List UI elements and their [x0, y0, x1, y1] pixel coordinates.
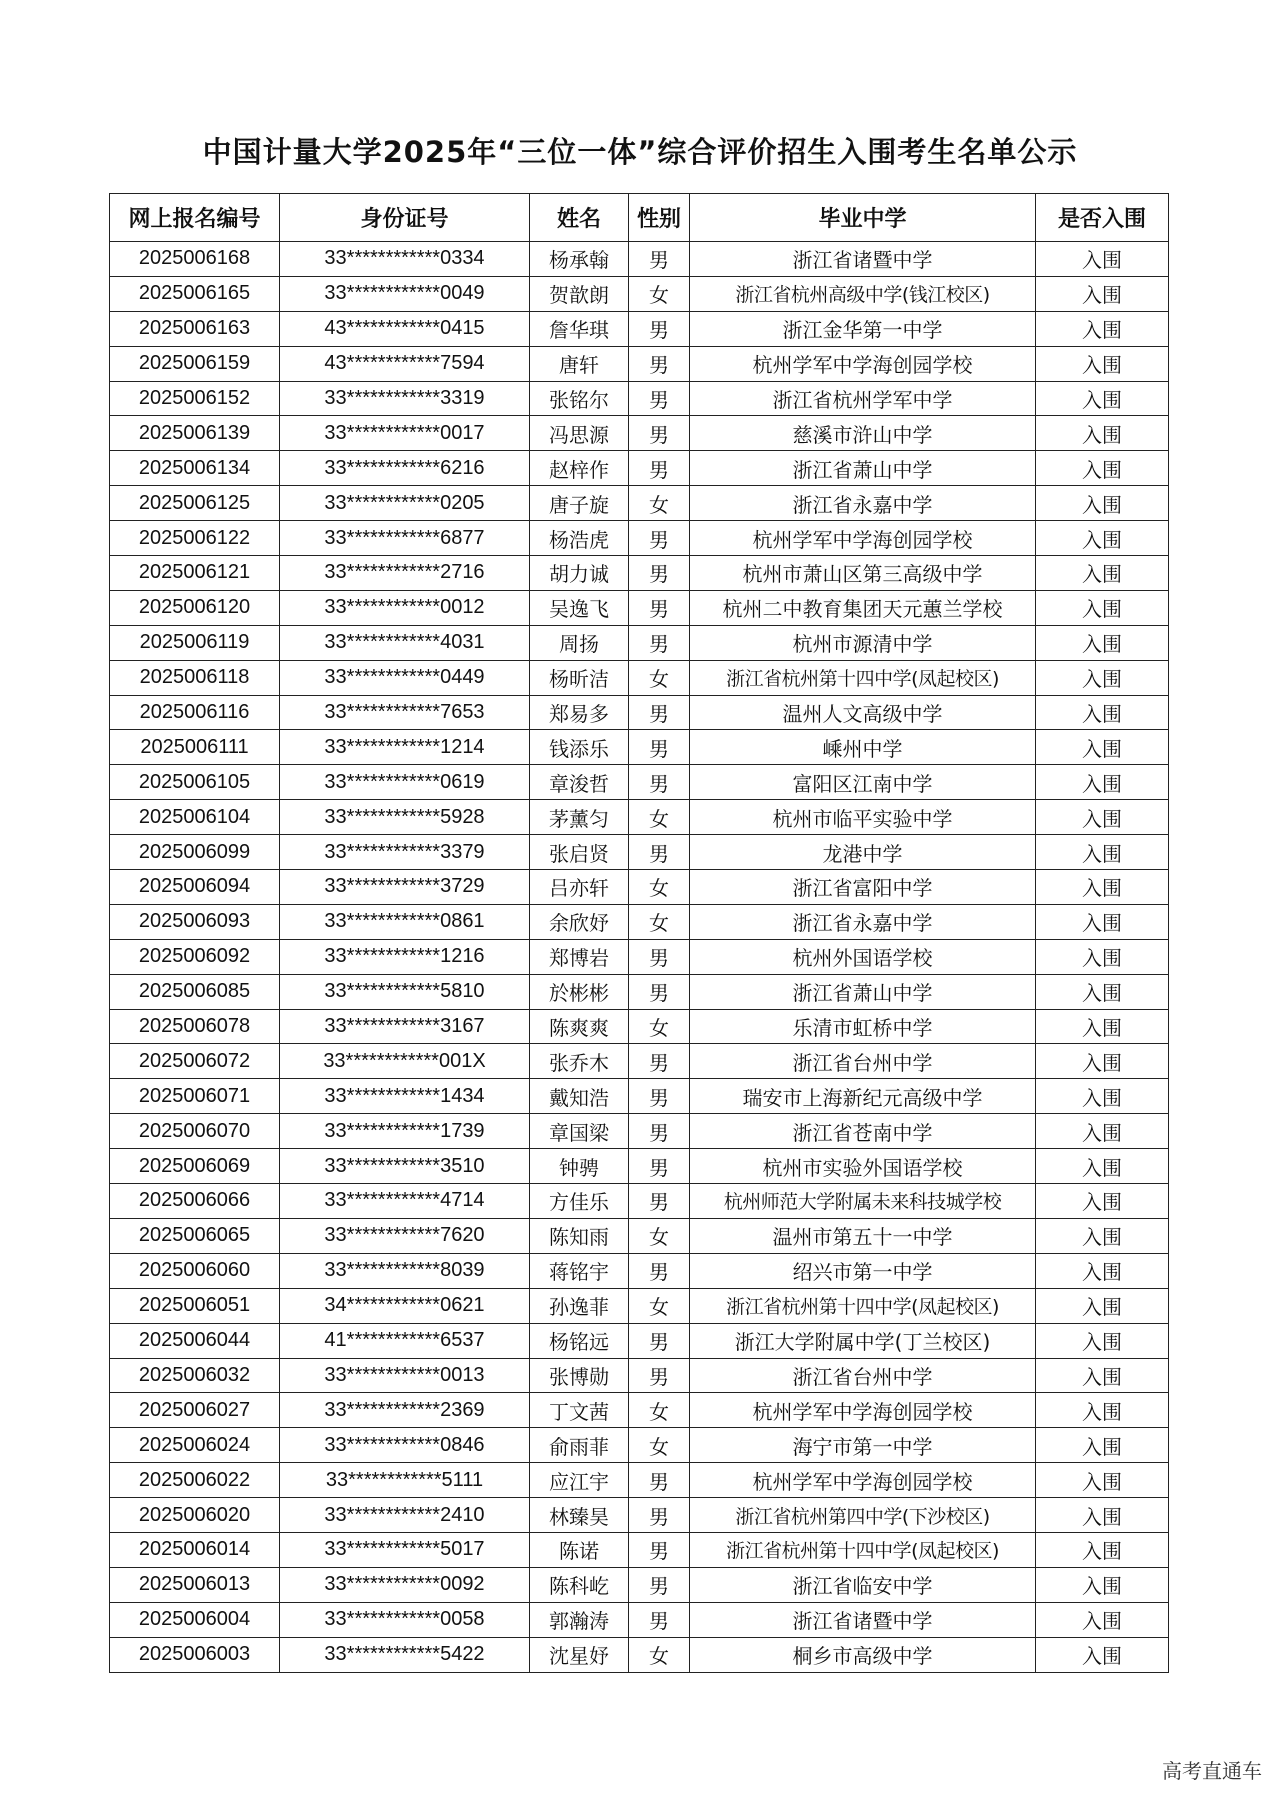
cell-graduating-school: 浙江金华第一中学 [690, 311, 1036, 346]
cell-graduating-school: 杭州学军中学海创园学校 [690, 346, 1036, 381]
table-row [110, 939, 1169, 974]
cell-gender: 男 [629, 590, 690, 625]
cell-registration-number: 2025006119 [110, 625, 280, 660]
cell-name: 俞雨菲 [530, 1428, 629, 1463]
cell-graduating-school: 浙江省杭州第十四中学(凤起校区) [690, 660, 1036, 695]
cell-name: 郑博岩 [530, 939, 629, 974]
table-row [110, 416, 1169, 451]
cell-name: 方佳乐 [530, 1184, 629, 1219]
cell-shortlisted: 入围 [1036, 660, 1169, 695]
cell-name: 吴逸飞 [530, 590, 629, 625]
table-row [110, 486, 1169, 521]
cell-id-card-number: 33************0058 [280, 1602, 530, 1637]
cell-graduating-school: 浙江省杭州第四中学(下沙校区) [690, 1498, 1036, 1533]
cell-registration-number: 2025006044 [110, 1323, 280, 1358]
cell-gender: 女 [629, 276, 690, 311]
cell-gender: 男 [629, 1567, 690, 1602]
cell-gender: 男 [629, 730, 690, 765]
cell-gender: 男 [629, 1602, 690, 1637]
cell-id-card-number: 33************2369 [280, 1393, 530, 1428]
table-row [110, 1218, 1169, 1253]
cell-graduating-school: 杭州学军中学海创园学校 [690, 1393, 1036, 1428]
cell-graduating-school: 浙江省诸暨中学 [690, 242, 1036, 277]
cell-id-card-number: 33************7620 [280, 1218, 530, 1253]
cell-name: 杨承翰 [530, 242, 629, 277]
table-row [110, 1323, 1169, 1358]
cell-shortlisted: 入围 [1036, 1184, 1169, 1219]
cell-gender: 男 [629, 346, 690, 381]
cell-shortlisted: 入围 [1036, 730, 1169, 765]
cell-graduating-school: 杭州市实验外国语学校 [690, 1149, 1036, 1184]
cell-registration-number: 2025006032 [110, 1358, 280, 1393]
table-row [110, 1009, 1169, 1044]
table-row [110, 556, 1169, 591]
cell-name: 冯思源 [530, 416, 629, 451]
cell-registration-number: 2025006104 [110, 800, 280, 835]
cell-shortlisted: 入围 [1036, 904, 1169, 939]
cell-graduating-school: 浙江省台州中学 [690, 1044, 1036, 1079]
cell-registration-number: 2025006078 [110, 1009, 280, 1044]
cell-gender: 男 [629, 1358, 690, 1393]
table-row [110, 276, 1169, 311]
table-row [110, 1498, 1169, 1533]
cell-gender: 女 [629, 1288, 690, 1323]
cell-id-card-number: 33************001X [280, 1044, 530, 1079]
cell-shortlisted: 入围 [1036, 1637, 1169, 1672]
cell-graduating-school: 浙江省永嘉中学 [690, 486, 1036, 521]
cell-registration-number: 2025006168 [110, 242, 280, 277]
cell-graduating-school: 温州人文高级中学 [690, 695, 1036, 730]
cell-gender: 女 [629, 870, 690, 905]
cell-id-card-number: 33************1434 [280, 1079, 530, 1114]
cell-id-card-number: 33************0619 [280, 765, 530, 800]
table-row [110, 1114, 1169, 1149]
cell-registration-number: 2025006071 [110, 1079, 280, 1114]
cell-id-card-number: 33************5422 [280, 1637, 530, 1672]
cell-name: 茅薰匀 [530, 800, 629, 835]
table-row [110, 870, 1169, 905]
cell-graduating-school: 浙江省富阳中学 [690, 870, 1036, 905]
cell-shortlisted: 入围 [1036, 242, 1169, 277]
cell-name: 张博勋 [530, 1358, 629, 1393]
header-shortlisted: 是否入围 [1036, 194, 1169, 242]
cell-name: 贺歆朗 [530, 276, 629, 311]
cell-graduating-school: 浙江大学附属中学(丁兰校区) [690, 1323, 1036, 1358]
cell-registration-number: 2025006093 [110, 904, 280, 939]
cell-gender: 男 [629, 242, 690, 277]
table-row [110, 346, 1169, 381]
cell-shortlisted: 入围 [1036, 590, 1169, 625]
cell-name: 张乔木 [530, 1044, 629, 1079]
cell-registration-number: 2025006069 [110, 1149, 280, 1184]
cell-registration-number: 2025006134 [110, 451, 280, 486]
cell-graduating-school: 浙江省杭州学军中学 [690, 381, 1036, 416]
table-row [110, 451, 1169, 486]
cell-graduating-school: 浙江省临安中学 [690, 1567, 1036, 1602]
cell-registration-number: 2025006111 [110, 730, 280, 765]
table-row [110, 1428, 1169, 1463]
cell-id-card-number: 33************4714 [280, 1184, 530, 1219]
cell-gender: 男 [629, 1498, 690, 1533]
cell-gender: 男 [629, 939, 690, 974]
cell-registration-number: 2025006092 [110, 939, 280, 974]
cell-id-card-number: 41************6537 [280, 1323, 530, 1358]
page-title: 中国计量大学2025年“三位一体”综合评价招生入围考生名单公示 [202, 135, 1078, 169]
cell-graduating-school: 温州市第五十一中学 [690, 1218, 1036, 1253]
cell-graduating-school: 海宁市第一中学 [690, 1428, 1036, 1463]
cell-id-card-number: 33************5017 [280, 1532, 530, 1567]
cell-graduating-school: 杭州市临平实验中学 [690, 800, 1036, 835]
cell-name: 章浚哲 [530, 765, 629, 800]
table-row [110, 1149, 1169, 1184]
cell-registration-number: 2025006072 [110, 1044, 280, 1079]
table-row [110, 904, 1169, 939]
cell-shortlisted: 入围 [1036, 1288, 1169, 1323]
cell-registration-number: 2025006116 [110, 695, 280, 730]
cell-id-card-number: 33************1739 [280, 1114, 530, 1149]
cell-id-card-number: 33************3510 [280, 1149, 530, 1184]
cell-id-card-number: 43************7594 [280, 346, 530, 381]
cell-registration-number: 2025006024 [110, 1428, 280, 1463]
table-row [110, 1567, 1169, 1602]
cell-graduating-school: 富阳区江南中学 [690, 765, 1036, 800]
cell-shortlisted: 入围 [1036, 1532, 1169, 1567]
cell-shortlisted: 入围 [1036, 800, 1169, 835]
table-row [110, 625, 1169, 660]
cell-registration-number: 2025006159 [110, 346, 280, 381]
cell-graduating-school: 龙港中学 [690, 835, 1036, 870]
table-row [110, 1532, 1169, 1567]
cell-graduating-school: 嵊州中学 [690, 730, 1036, 765]
cell-graduating-school: 杭州外国语学校 [690, 939, 1036, 974]
cell-shortlisted: 入围 [1036, 486, 1169, 521]
cell-registration-number: 2025006139 [110, 416, 280, 451]
cell-shortlisted: 入围 [1036, 1393, 1169, 1428]
cell-graduating-school: 杭州二中教育集团天元蕙兰学校 [690, 590, 1036, 625]
header-id-card-number: 身份证号 [280, 194, 530, 242]
cell-shortlisted: 入围 [1036, 1428, 1169, 1463]
cell-id-card-number: 33************5810 [280, 974, 530, 1009]
cell-id-card-number: 33************2410 [280, 1498, 530, 1533]
cell-graduating-school: 浙江省杭州高级中学(钱江校区) [690, 276, 1036, 311]
cell-name: 钱添乐 [530, 730, 629, 765]
cell-id-card-number: 33************1216 [280, 939, 530, 974]
table-row [110, 660, 1169, 695]
cell-shortlisted: 入围 [1036, 835, 1169, 870]
table-row [110, 1602, 1169, 1637]
cell-name: 丁文茜 [530, 1393, 629, 1428]
cell-gender: 男 [629, 1149, 690, 1184]
cell-id-card-number: 33************0205 [280, 486, 530, 521]
cell-name: 戴知浩 [530, 1079, 629, 1114]
cell-shortlisted: 入围 [1036, 1079, 1169, 1114]
cell-id-card-number: 33************6877 [280, 521, 530, 556]
cell-registration-number: 2025006099 [110, 835, 280, 870]
cell-gender: 女 [629, 1009, 690, 1044]
cell-id-card-number: 33************0846 [280, 1428, 530, 1463]
cell-gender: 男 [629, 1323, 690, 1358]
cell-registration-number: 2025006165 [110, 276, 280, 311]
cell-registration-number: 2025006085 [110, 974, 280, 1009]
cell-gender: 男 [629, 1079, 690, 1114]
cell-graduating-school: 浙江省永嘉中学 [690, 904, 1036, 939]
cell-gender: 女 [629, 486, 690, 521]
cell-id-card-number: 33************1214 [280, 730, 530, 765]
cell-id-card-number: 33************0861 [280, 904, 530, 939]
cell-name: 张启贤 [530, 835, 629, 870]
cell-registration-number: 2025006004 [110, 1602, 280, 1637]
cell-shortlisted: 入围 [1036, 695, 1169, 730]
cell-id-card-number: 33************0449 [280, 660, 530, 695]
cell-graduating-school: 浙江省杭州第十四中学(凤起校区) [690, 1288, 1036, 1323]
cell-id-card-number: 33************0334 [280, 242, 530, 277]
cell-id-card-number: 33************4031 [280, 625, 530, 660]
cell-shortlisted: 入围 [1036, 625, 1169, 660]
table-row [110, 1463, 1169, 1498]
cell-gender: 男 [629, 1114, 690, 1149]
cell-graduating-school: 杭州市萧山区第三高级中学 [690, 556, 1036, 591]
cell-id-card-number: 34************0621 [280, 1288, 530, 1323]
cell-name: 於彬彬 [530, 974, 629, 1009]
cell-gender: 男 [629, 451, 690, 486]
table-header-row [110, 194, 1169, 242]
cell-graduating-school: 浙江省台州中学 [690, 1358, 1036, 1393]
cell-name: 赵梓作 [530, 451, 629, 486]
cell-registration-number: 2025006152 [110, 381, 280, 416]
cell-shortlisted: 入围 [1036, 521, 1169, 556]
cell-shortlisted: 入围 [1036, 346, 1169, 381]
cell-graduating-school: 浙江省杭州第十四中学(凤起校区) [690, 1532, 1036, 1567]
cell-registration-number: 2025006105 [110, 765, 280, 800]
cell-gender: 男 [629, 311, 690, 346]
cell-graduating-school: 桐乡市高级中学 [690, 1637, 1036, 1672]
cell-gender: 女 [629, 660, 690, 695]
cell-graduating-school: 杭州学军中学海创园学校 [690, 1463, 1036, 1498]
cell-gender: 女 [629, 1428, 690, 1463]
table-row [110, 1358, 1169, 1393]
cell-shortlisted: 入围 [1036, 311, 1169, 346]
cell-name: 郑易多 [530, 695, 629, 730]
cell-registration-number: 2025006125 [110, 486, 280, 521]
cell-id-card-number: 43************0415 [280, 311, 530, 346]
cell-name: 詹华琪 [530, 311, 629, 346]
table-row [110, 695, 1169, 730]
table-row [110, 242, 1169, 277]
header-gender: 性别 [629, 194, 690, 242]
cell-shortlisted: 入围 [1036, 1463, 1169, 1498]
cell-registration-number: 2025006094 [110, 870, 280, 905]
cell-name: 应江宇 [530, 1463, 629, 1498]
table-row [110, 1253, 1169, 1288]
table-row [110, 1079, 1169, 1114]
cell-name: 沈星妤 [530, 1637, 629, 1672]
cell-id-card-number: 33************3379 [280, 835, 530, 870]
cell-gender: 男 [629, 1532, 690, 1567]
cell-graduating-school: 浙江省苍南中学 [690, 1114, 1036, 1149]
cell-name: 陈爽爽 [530, 1009, 629, 1044]
cell-name: 郭瀚涛 [530, 1602, 629, 1637]
cell-registration-number: 2025006013 [110, 1567, 280, 1602]
cell-id-card-number: 33************0017 [280, 416, 530, 451]
cell-name: 孙逸菲 [530, 1288, 629, 1323]
table-row [110, 835, 1169, 870]
table-row [110, 381, 1169, 416]
cell-shortlisted: 入围 [1036, 1114, 1169, 1149]
cell-id-card-number: 33************0092 [280, 1567, 530, 1602]
cell-gender: 女 [629, 1393, 690, 1428]
cell-gender: 男 [629, 625, 690, 660]
cell-shortlisted: 入围 [1036, 1498, 1169, 1533]
cell-graduating-school: 杭州市源清中学 [690, 625, 1036, 660]
cell-registration-number: 2025006027 [110, 1393, 280, 1428]
cell-registration-number: 2025006065 [110, 1218, 280, 1253]
cell-shortlisted: 入围 [1036, 1323, 1169, 1358]
cell-id-card-number: 33************7653 [280, 695, 530, 730]
cell-name: 胡力诚 [530, 556, 629, 591]
cell-gender: 男 [629, 835, 690, 870]
cell-id-card-number: 33************6216 [280, 451, 530, 486]
header-graduating-school: 毕业中学 [690, 194, 1036, 242]
cell-gender: 女 [629, 1637, 690, 1672]
table-row [110, 800, 1169, 835]
cell-name: 陈诺 [530, 1532, 629, 1567]
cell-registration-number: 2025006051 [110, 1288, 280, 1323]
cell-shortlisted: 入围 [1036, 870, 1169, 905]
cell-id-card-number: 33************8039 [280, 1253, 530, 1288]
cell-id-card-number: 33************0013 [280, 1358, 530, 1393]
cell-shortlisted: 入围 [1036, 451, 1169, 486]
cell-graduating-school: 杭州师范大学附属未来科技城学校 [690, 1184, 1036, 1219]
table-row [110, 590, 1169, 625]
cell-gender: 男 [629, 1253, 690, 1288]
cell-graduating-school: 瑞安市上海新纪元高级中学 [690, 1079, 1036, 1114]
cell-name: 张铭尔 [530, 381, 629, 416]
watermark: 高考直通车 [1162, 1759, 1262, 1783]
cell-gender: 男 [629, 416, 690, 451]
cell-name: 杨浩虎 [530, 521, 629, 556]
cell-shortlisted: 入围 [1036, 1218, 1169, 1253]
cell-shortlisted: 入围 [1036, 1044, 1169, 1079]
cell-graduating-school: 乐清市虹桥中学 [690, 1009, 1036, 1044]
cell-gender: 男 [629, 521, 690, 556]
table-row [110, 311, 1169, 346]
cell-name: 唐轩 [530, 346, 629, 381]
cell-shortlisted: 入围 [1036, 1149, 1169, 1184]
table-row [110, 974, 1169, 1009]
cell-gender: 女 [629, 904, 690, 939]
cell-shortlisted: 入围 [1036, 276, 1169, 311]
cell-registration-number: 2025006014 [110, 1532, 280, 1567]
cell-graduating-school: 浙江省萧山中学 [690, 451, 1036, 486]
cell-registration-number: 2025006066 [110, 1184, 280, 1219]
cell-shortlisted: 入围 [1036, 1602, 1169, 1637]
cell-graduating-school: 浙江省萧山中学 [690, 974, 1036, 1009]
cell-gender: 男 [629, 695, 690, 730]
cell-registration-number: 2025006122 [110, 521, 280, 556]
cell-registration-number: 2025006022 [110, 1463, 280, 1498]
cell-gender: 女 [629, 800, 690, 835]
cell-gender: 男 [629, 556, 690, 591]
table-row [110, 765, 1169, 800]
table-row [110, 1044, 1169, 1079]
cell-name: 钟骋 [530, 1149, 629, 1184]
header-name: 姓名 [530, 194, 629, 242]
cell-shortlisted: 入围 [1036, 1358, 1169, 1393]
cell-name: 蒋铭宇 [530, 1253, 629, 1288]
cell-shortlisted: 入围 [1036, 939, 1169, 974]
cell-shortlisted: 入围 [1036, 1567, 1169, 1602]
cell-gender: 男 [629, 765, 690, 800]
cell-graduating-school: 浙江省诸暨中学 [690, 1602, 1036, 1637]
cell-shortlisted: 入围 [1036, 556, 1169, 591]
cell-graduating-school: 杭州学军中学海创园学校 [690, 521, 1036, 556]
cell-shortlisted: 入围 [1036, 416, 1169, 451]
cell-name: 林臻昊 [530, 1498, 629, 1533]
header-registration-number: 网上报名编号 [110, 194, 280, 242]
cell-registration-number: 2025006003 [110, 1637, 280, 1672]
cell-graduating-school: 绍兴市第一中学 [690, 1253, 1036, 1288]
cell-shortlisted: 入围 [1036, 765, 1169, 800]
cell-registration-number: 2025006118 [110, 660, 280, 695]
cell-name: 余欣妤 [530, 904, 629, 939]
cell-registration-number: 2025006163 [110, 311, 280, 346]
cell-shortlisted: 入围 [1036, 381, 1169, 416]
table-row [110, 730, 1169, 765]
table-row [110, 1393, 1169, 1428]
cell-gender: 男 [629, 1184, 690, 1219]
admission-list-table [109, 193, 1169, 1673]
cell-name: 章国梁 [530, 1114, 629, 1149]
table-row [110, 521, 1169, 556]
cell-name: 唐子旋 [530, 486, 629, 521]
cell-name: 杨昕洁 [530, 660, 629, 695]
cell-id-card-number: 33************5928 [280, 800, 530, 835]
table-row [110, 1184, 1169, 1219]
cell-shortlisted: 入围 [1036, 1009, 1169, 1044]
cell-shortlisted: 入围 [1036, 974, 1169, 1009]
cell-gender: 男 [629, 1044, 690, 1079]
cell-name: 吕亦轩 [530, 870, 629, 905]
cell-id-card-number: 33************3167 [280, 1009, 530, 1044]
cell-registration-number: 2025006070 [110, 1114, 280, 1149]
cell-name: 陈科屹 [530, 1567, 629, 1602]
cell-id-card-number: 33************2716 [280, 556, 530, 591]
cell-graduating-school: 慈溪市浒山中学 [690, 416, 1036, 451]
cell-id-card-number: 33************5111 [280, 1463, 530, 1498]
cell-name: 杨铭远 [530, 1323, 629, 1358]
cell-name: 周扬 [530, 625, 629, 660]
cell-name: 陈知雨 [530, 1218, 629, 1253]
cell-registration-number: 2025006121 [110, 556, 280, 591]
table-body [110, 242, 1169, 1673]
cell-id-card-number: 33************3729 [280, 870, 530, 905]
cell-registration-number: 2025006020 [110, 1498, 280, 1533]
cell-registration-number: 2025006120 [110, 590, 280, 625]
cell-id-card-number: 33************0012 [280, 590, 530, 625]
cell-gender: 女 [629, 1218, 690, 1253]
table-row [110, 1637, 1169, 1672]
cell-shortlisted: 入围 [1036, 1253, 1169, 1288]
cell-id-card-number: 33************0049 [280, 276, 530, 311]
cell-gender: 男 [629, 381, 690, 416]
cell-gender: 男 [629, 1463, 690, 1498]
cell-registration-number: 2025006060 [110, 1253, 280, 1288]
table-row [110, 1288, 1169, 1323]
cell-id-card-number: 33************3319 [280, 381, 530, 416]
cell-gender: 男 [629, 974, 690, 1009]
